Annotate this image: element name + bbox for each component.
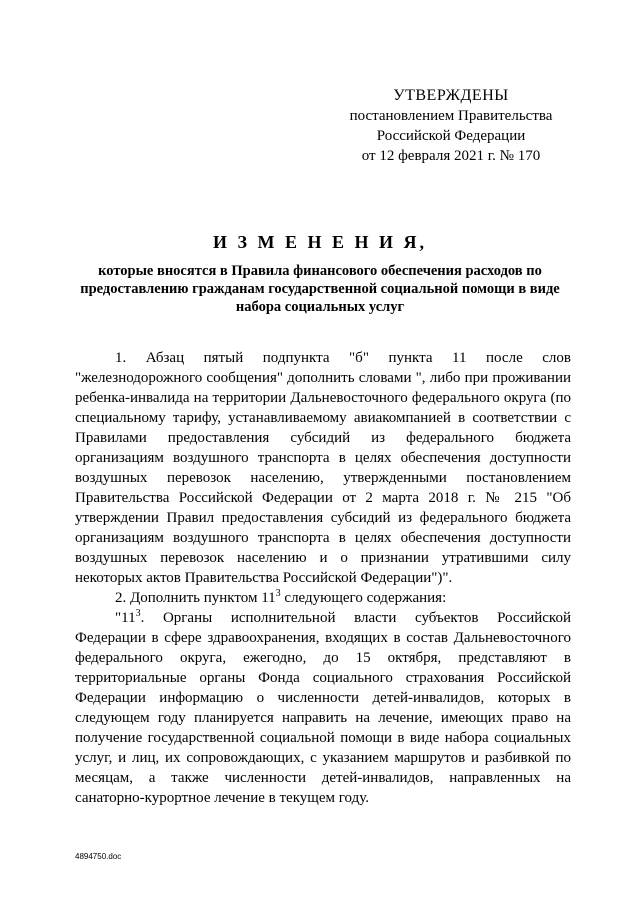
approval-line: постановлением Правительства: [349, 108, 553, 124]
paragraph-2-text-end: следующего содержания:: [280, 590, 447, 606]
document-body: [75, 348, 571, 808]
approval-heading: УТВЕРЖДЕНЫ: [393, 87, 509, 104]
document-title: И З М Е Н Е Н И Я,: [212, 232, 427, 252]
paragraph-3-start: "11: [115, 610, 136, 626]
superscript: 3: [275, 588, 281, 599]
paragraph-1: 1. Абзац пятый подпункта "б" пункта 11 после слов "железнодорожного сообщения" дополнить словами ", либо при проживании ребенка-инвалида на территории Дальневосточного федерального округа (по специальному тарифу, устанавливаемому авиакомпанией в соответствии с Правилами предоставления субсидий из федерального бюджета организациям воздушного транспорта в целях обеспечения доступности воздушных перевозок населению, утвержденными постановлением Правительства Российской Федерации от 2 марта 2018 г. № 215 "Об утверждении Правил предоставления субсидий из федерального бюджета организациям воздушного транспорта в целях обеспечения доступности воздушных перевозок населению и о признании утратившими силу некоторых актов Правительства Российской Федерации")".: [75, 350, 571, 586]
approval-block: [346, 86, 556, 166]
approval-line: Российской Федерации: [376, 128, 526, 144]
paragraph-3-text: . Органы исполнительной власти субъектов Российской Федерации в сфере здравоохранения, входящих в состав Дальневосточного федерального округа, ежегодно, до 15 октября, представляют в территориальные органы Фонда социального страхования Российской Федерации информацию о численности детей-инвалидов, которых в следующем году планируется направить на лечение, имеющих право на получение государственной социальной помощи в виде набора социальных услуг, и лиц, их сопровождающих, с указанием маршрутов и разбивкой по месяцам, а также численности детей-инвалидов, направленных на санаторно-курортное лечение в текущем году.: [75, 610, 571, 806]
paragraph-2-text: 2. Дополнить пунктом 11: [115, 590, 276, 606]
paragraph-2: [75, 588, 571, 608]
footer-filename: 4894750.doc: [75, 852, 122, 861]
approval-date-number: от 12 февраля 2021 г. № 170: [361, 148, 541, 164]
superscript: 3: [135, 608, 141, 619]
paragraph-3: [75, 608, 571, 808]
document-subtitle: которые вносятся в Правила финансового обеспечения расходов по предоставлению гражданам государственной социальной помощи в виде набора социальных услуг: [80, 263, 560, 315]
